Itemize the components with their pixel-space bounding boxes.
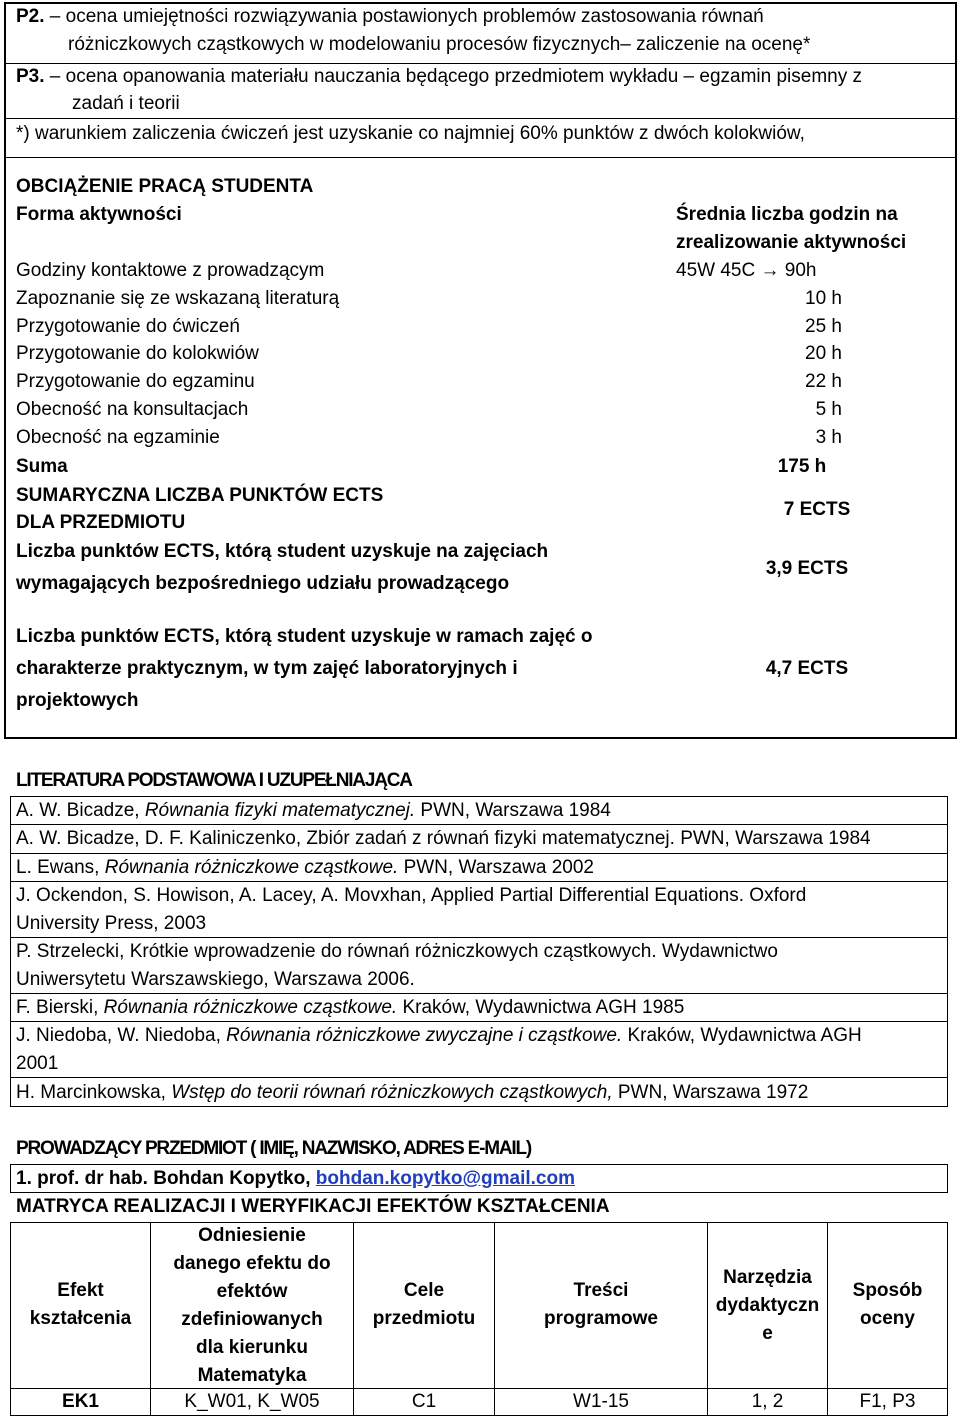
literature-title: Równania fizyki matematycznej.	[144, 800, 416, 821]
literature-title: Równania różniczkowe zwyczajne i cząstkowe.	[226, 1025, 623, 1046]
lecturer-heading: PROWADZĄCY PRZEDMIOT ( IMIĘ, NAZWISKO, ADRES E-MAIL)	[16, 1138, 531, 1159]
sum-label: Suma	[16, 456, 68, 477]
literature-item-line2: 2001	[16, 1053, 59, 1074]
literature-item	[16, 800, 611, 822]
matrix-header-tools	[708, 1264, 827, 1348]
contact-ects-label-line2: wymagających bezpośredniego udziału prowadzącego	[16, 573, 510, 594]
matrix-header-text: dla kierunku	[196, 1337, 308, 1358]
p2-text-line1: P2. – ocena umiejętności rozwiązywania postawionych problemów zastosowania równań	[16, 6, 764, 27]
workload-row-label: Godziny kontaktowe z prowadzącym	[16, 260, 325, 281]
p3-text-line2: zadań i teorii	[72, 93, 180, 114]
matrix-header-text: przedmiotu	[372, 1308, 476, 1329]
matrix-header-assessment	[828, 1277, 947, 1333]
literature-publisher: PWN, Warszawa 1984	[415, 800, 611, 821]
footnote: *) warunkiem zaliczenia ćwiczeń jest uzyskanie co najmniej 60% punktów z dwóch kolokwiów,	[16, 123, 805, 144]
literature-publisher: PWN, Warszawa 1972	[612, 1082, 809, 1103]
matrix-cell-reference: K_W01, K_W05	[184, 1391, 320, 1412]
workload-row-value: 22 h	[805, 371, 842, 392]
matrix-header-text: efektów	[216, 1281, 288, 1302]
matrix-header-content	[495, 1277, 707, 1333]
literature-author: A. W. Bicadze,	[16, 800, 145, 821]
lecturer-name: 1. prof. dr hab. Bohdan Kopytko,	[16, 1168, 316, 1189]
workload-row-value: 25 h	[805, 316, 842, 337]
contact-ects-value: 3,9 ECTS	[765, 558, 849, 579]
literature-publisher: Kraków, Wydawnictwa AGH	[622, 1025, 862, 1046]
workload-row-value: 5 h	[815, 399, 842, 420]
ects-label-line2: DLA PRZEDMIOTU	[16, 512, 186, 533]
workload-col2-header-line2: zrealizowanie aktywności	[676, 232, 907, 253]
literature-title: Wstęp do teorii równań różniczkowych cząstkowych,	[171, 1082, 613, 1103]
workload-row-value: 3 h	[815, 427, 842, 448]
literature-author: H. Marcinkowska,	[16, 1082, 172, 1103]
literature-title: Równania różniczkowe cząstkowe.	[103, 997, 398, 1018]
matrix-header-text: danego efektu do	[173, 1253, 331, 1274]
lecturer-entry	[16, 1168, 575, 1190]
matrix-cell-goals: C1	[411, 1391, 437, 1412]
literature-heading: LITERATURA PODSTAWOWA I UZUPEŁNIAJĄCA	[16, 770, 412, 791]
workload-heading: OBCIĄŻENIE PRACĄ STUDENTA	[16, 176, 314, 197]
matrix-header-effect	[11, 1277, 150, 1333]
workload-row-label: Obecność na konsultacjach	[16, 399, 249, 420]
matrix-heading: MATRYCA REALIZACJI I WERYFIKACJI EFEKTÓW KSZTAŁCENIA	[16, 1196, 610, 1217]
practical-ects-label-line1: Liczba punktów ECTS, którą student uzyskuje w ramach zajęć o	[16, 626, 593, 647]
matrix-header-text: Narzędzia	[723, 1267, 812, 1288]
matrix-header-text: Matematyka	[197, 1365, 307, 1386]
p2-text-line2: różniczkowych cząstkowych w modelowaniu procesów fizycznych– zaliczenie na ocenę*	[68, 34, 811, 55]
workload-row-value: 10 h	[805, 288, 842, 309]
practical-ects-label-line2: charakterze praktycznym, w tym zajęć laboratoryjnych i	[16, 658, 518, 679]
literature-title: Równania różniczkowe cząstkowe.	[104, 857, 399, 878]
matrix-header-text: e	[762, 1323, 773, 1344]
literature-item: A. W. Bicadze, D. F. Kaliniczenko, Zbiór zadań z równań fizyki matematycznej. PWN, Warszawa 1984	[16, 828, 871, 849]
literature-item	[16, 1082, 808, 1104]
matrix-cell-assessment: F1, P3	[859, 1391, 916, 1412]
matrix-header-goals	[354, 1277, 494, 1333]
workload-row-value: 45W 45C → 90h	[676, 260, 817, 281]
sum-value: 175 h	[777, 456, 827, 477]
workload-row-label: Przygotowanie do egzaminu	[16, 371, 255, 392]
matrix-header-text: dydaktyczn	[715, 1295, 820, 1316]
literature-author: F. Bierski,	[16, 997, 104, 1018]
workload-row-label: Przygotowanie do ćwiczeń	[16, 316, 240, 337]
workload-row-label: Obecność na egzaminie	[16, 427, 220, 448]
ects-label-line1: SUMARYCZNA LICZBA PUNKTÓW ECTS	[16, 485, 384, 506]
matrix-header-text: Efekt	[57, 1280, 104, 1301]
workload-row-label: Przygotowanie do kolokwiów	[16, 343, 259, 364]
literature-author: L. Ewans,	[16, 857, 105, 878]
practical-ects-value: 4,7 ECTS	[765, 658, 849, 679]
literature-item-line1: P. Strzelecki, Krótkie wprowadzenie do równań różniczkowych cząstkowych. Wydawnictwo	[16, 941, 778, 962]
matrix-header-text: Treści	[573, 1280, 629, 1301]
ects-value: 7 ECTS	[783, 499, 851, 520]
lecturer-email-link[interactable]: bohdan.kopytko@gmail.com	[315, 1168, 575, 1189]
matrix-header-text: Cele	[403, 1280, 445, 1301]
matrix-cell-effect: EK1	[62, 1391, 99, 1412]
literature-author: J. Niedoba, W. Niedoba,	[16, 1025, 227, 1046]
workload-row-label: Zapoznanie się ze wskazaną literaturą	[16, 288, 340, 309]
matrix-header-text: oceny	[860, 1308, 915, 1329]
matrix-header-text: zdefiniowanych	[181, 1309, 323, 1330]
matrix-cell-content: W1-15	[573, 1391, 629, 1412]
literature-publisher: Kraków, Wydawnictwa AGH 1985	[397, 997, 685, 1018]
literature-item-line2: University Press, 2003	[16, 913, 207, 934]
literature-item-line1: J. Ockendon, S. Howison, A. Lacey, A. Movxhan, Applied Partial Differential Equations. Oxford	[16, 885, 807, 906]
practical-ects-label-line3: projektowych	[16, 690, 139, 711]
p3-text-line1: P3. – ocena opanowania materiału nauczania będącego przedmiotem wykładu – egzamin pisemny z	[16, 66, 863, 87]
matrix-header-reference	[151, 1222, 353, 1390]
literature-item	[16, 857, 594, 879]
matrix-header-text: kształcenia	[29, 1308, 132, 1329]
matrix-header-text: Odniesienie	[198, 1225, 306, 1246]
literature-item-line1	[16, 1025, 862, 1047]
workload-row-value: 20 h	[805, 343, 842, 364]
matrix-header-text: Sposób	[852, 1280, 923, 1301]
matrix-header-text: programowe	[543, 1308, 659, 1329]
workload-col1-header: Forma aktywności	[16, 204, 182, 225]
workload-col2-header-line1: Średnia liczba godzin na	[676, 204, 898, 225]
contact-ects-label-line1: Liczba punktów ECTS, którą student uzyskuje na zajęciach	[16, 541, 549, 562]
literature-item-line2: Uniwersytetu Warszawskiego, Warszawa 2006.	[16, 969, 415, 990]
literature-item	[16, 997, 684, 1019]
matrix-cell-tools: 1, 2	[751, 1391, 784, 1412]
literature-publisher: PWN, Warszawa 2002	[398, 857, 594, 878]
